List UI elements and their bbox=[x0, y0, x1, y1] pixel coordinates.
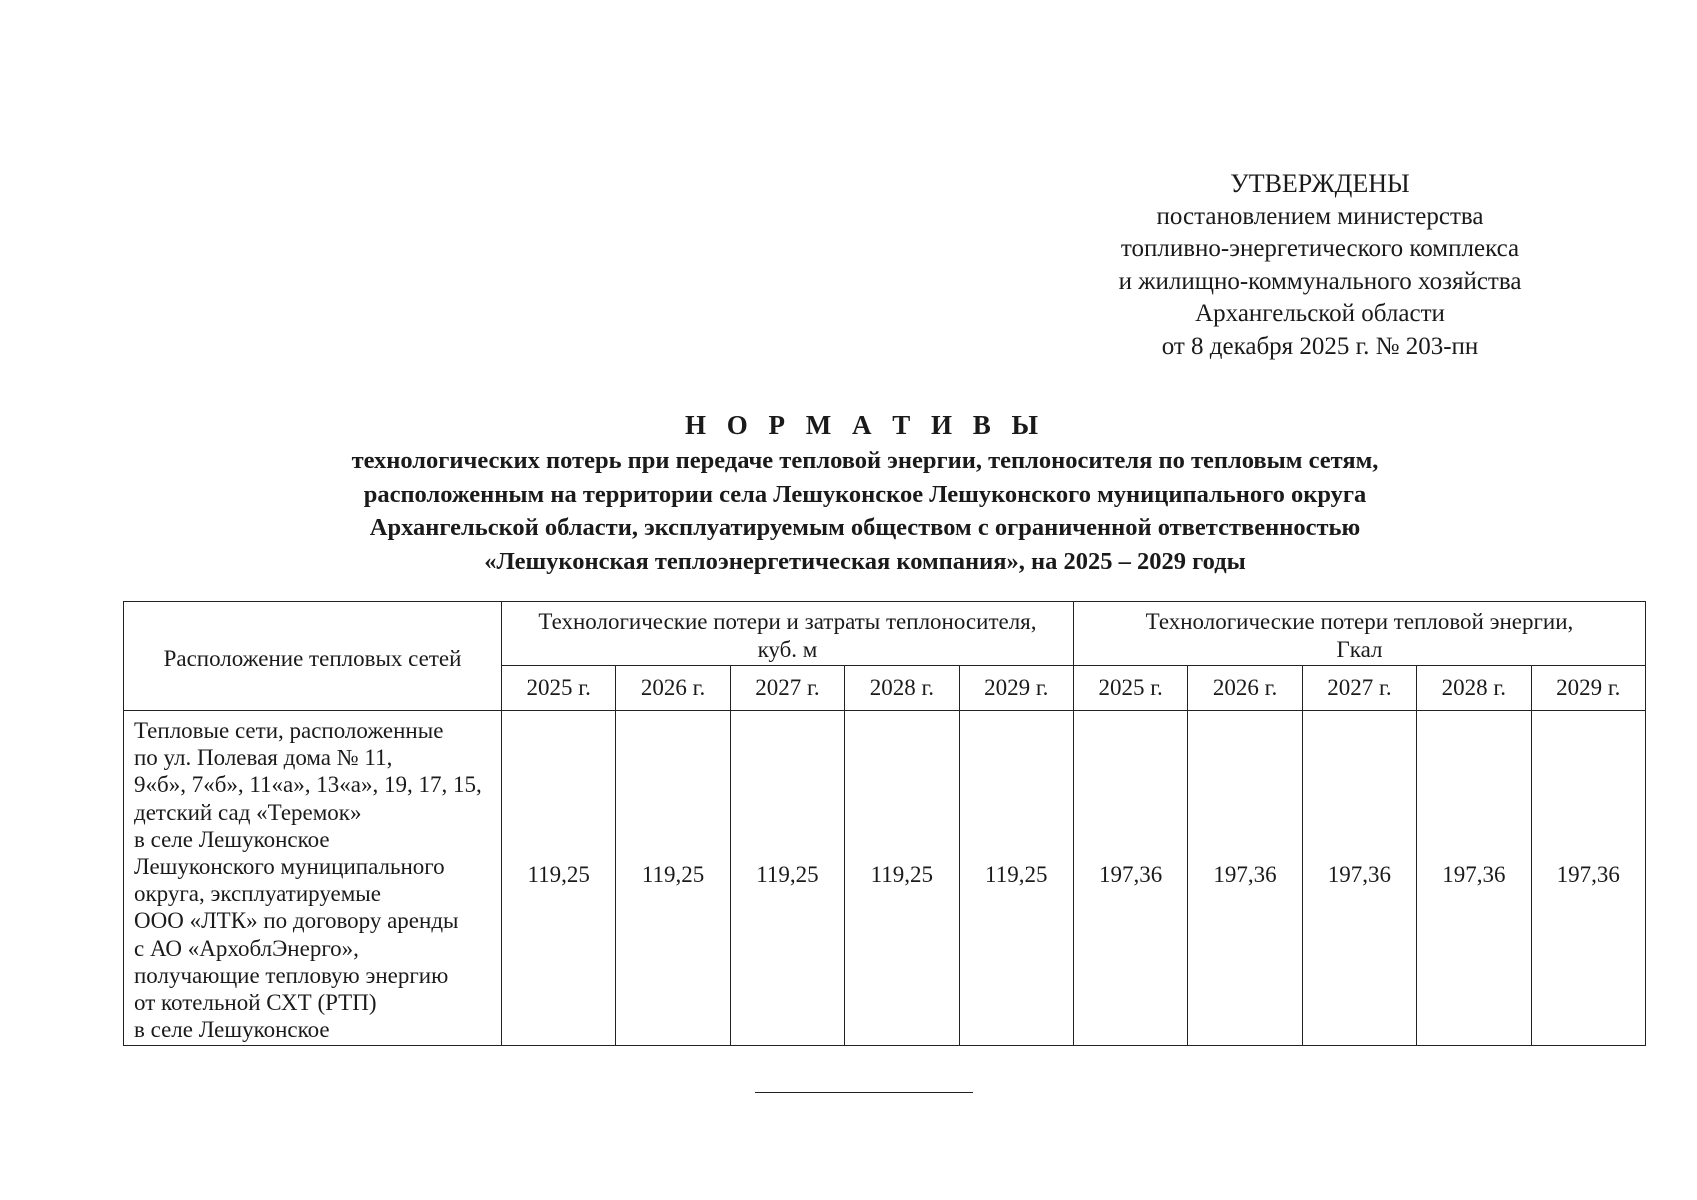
location-cell bbox=[124, 711, 502, 1046]
approval-line: от 8 декабря 2025 г. № 203-пн bbox=[1161, 332, 1479, 360]
coolant-header-line: Технологические потери и затраты теплоносителя, bbox=[538, 609, 1037, 634]
approval-line: постановлением министерства bbox=[1156, 202, 1484, 230]
subtitle-line: расположенным на территории села Лешуконское Лешуконского муниципального округа bbox=[363, 480, 1367, 508]
energy-year-header: 2029 г. bbox=[1531, 665, 1645, 710]
location-line: Тепловые сети, расположенные bbox=[134, 718, 444, 743]
location-column-header: Расположение тепловых сетей bbox=[124, 602, 502, 711]
location-line: в селе Лешуконское bbox=[134, 1017, 330, 1043]
end-of-document-rule bbox=[755, 1092, 973, 1093]
energy-header-line: Технологические потери тепловой энергии, bbox=[1145, 609, 1574, 634]
location-line: округа, эксплуатируемые bbox=[134, 881, 381, 907]
coolant-value-cell: 119,25 bbox=[616, 711, 730, 1046]
coolant-year-header: 2029 г. bbox=[959, 665, 1073, 710]
energy-value-cell: 197,36 bbox=[1531, 711, 1645, 1046]
coolant-losses-header bbox=[502, 602, 1074, 666]
subtitle-line: технологических потерь при передаче тепловой энергии, теплоносителя по тепловым сетям, bbox=[351, 447, 1379, 474]
location-line: 9«б», 7«б», 11«а», 13«а», 19, 17, 15, bbox=[134, 772, 482, 798]
approval-title: УТВЕРЖДЕНЫ bbox=[1230, 169, 1410, 198]
energy-value-cell: 197,36 bbox=[1073, 711, 1187, 1046]
coolant-year-header: 2028 г. bbox=[845, 665, 959, 710]
table-row bbox=[124, 711, 1646, 1046]
location-line: детский сад «Теремок» bbox=[134, 799, 362, 825]
energy-year-header: 2028 г. bbox=[1417, 665, 1531, 710]
energy-header-unit: Гкал bbox=[1336, 637, 1383, 662]
subtitle-line: Архангельской области, эксплуатируемым обществом с ограниченной ответственностью bbox=[369, 514, 1361, 541]
document-subtitle bbox=[160, 444, 1570, 578]
coolant-value-cell: 119,25 bbox=[959, 711, 1073, 1046]
energy-year-header: 2026 г. bbox=[1188, 665, 1302, 710]
coolant-year-header: 2026 г. bbox=[616, 665, 730, 710]
approval-line: Архангельской области bbox=[1195, 300, 1445, 327]
subtitle-line: «Лешуконская теплоэнергетическая компания», на 2025 – 2029 годы bbox=[484, 547, 1246, 575]
coolant-year-header: 2027 г. bbox=[730, 665, 844, 710]
coolant-value-cell: 119,25 bbox=[502, 711, 616, 1046]
norms-table bbox=[123, 601, 1646, 1046]
energy-year-header: 2025 г. bbox=[1073, 665, 1187, 710]
energy-losses-header bbox=[1073, 602, 1645, 666]
location-line: получающие тепловую энергию bbox=[134, 962, 449, 988]
approval-line: и жилищно-коммунального хозяйства bbox=[1118, 267, 1522, 295]
coolant-year-header: 2025 г. bbox=[502, 665, 616, 710]
coolant-value-cell: 119,25 bbox=[730, 711, 844, 1046]
approval-line: топливно-энергетического комплекса bbox=[1120, 235, 1520, 262]
location-line: в селе Лешуконское bbox=[134, 826, 330, 852]
location-line: ООО «ЛТК» по договору аренды bbox=[134, 908, 459, 934]
location-line: от котельной СХТ (РТП) bbox=[134, 990, 377, 1016]
coolant-header-unit: куб. м bbox=[757, 637, 818, 662]
energy-year-header: 2027 г. bbox=[1302, 665, 1416, 710]
location-line: по ул. Полевая дома № 11, bbox=[134, 745, 393, 771]
document-title-block bbox=[160, 407, 1570, 578]
document-heading: Н О Р М А Т И В Ы bbox=[684, 410, 1045, 440]
energy-value-cell: 197,36 bbox=[1302, 711, 1416, 1046]
coolant-value-cell: 119,25 bbox=[845, 711, 959, 1046]
energy-value-cell: 197,36 bbox=[1417, 711, 1531, 1046]
approval-block bbox=[1040, 168, 1600, 363]
energy-value-cell: 197,36 bbox=[1188, 711, 1302, 1046]
location-line: Лешуконского муниципального bbox=[134, 854, 445, 880]
location-line: с АО «АрхоблЭнерго», bbox=[134, 935, 359, 961]
